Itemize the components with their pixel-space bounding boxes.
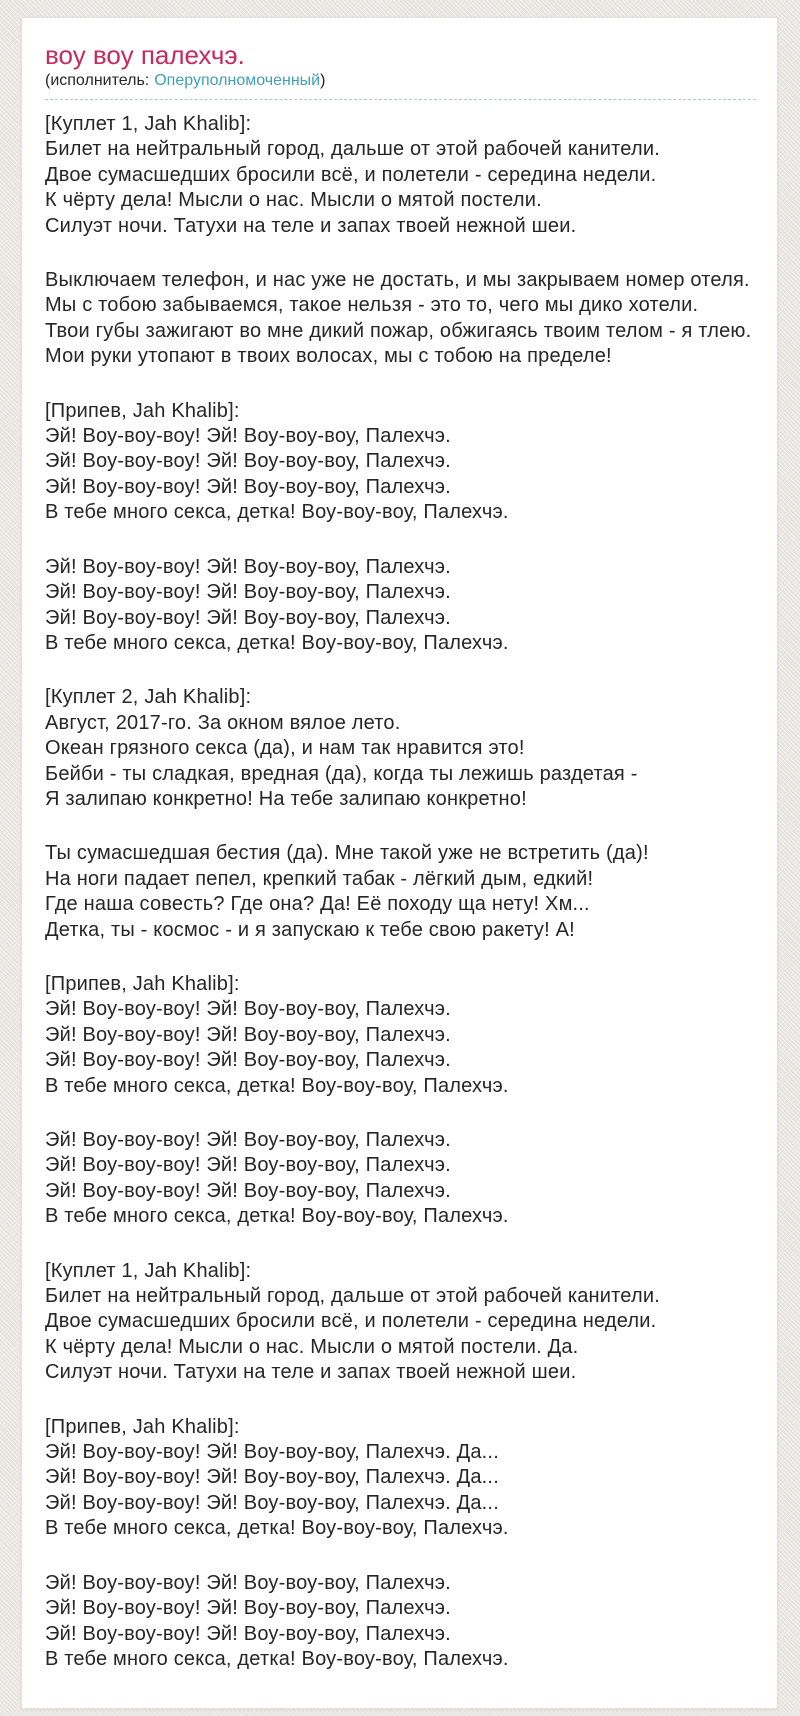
lyric-line: Выключаем телефон, и нас уже не достать, и мы закрываем номер отеля.: [45, 269, 750, 292]
lyric-line: Детка, ты - космос - и я запускаю к тебе свою ракету! А!: [45, 918, 575, 941]
lyric-line: В тебе много секса, детка! Воу-воу-воу, Палехчэ.: [45, 1205, 509, 1228]
lyric-line: Мы с тобою забываемся, такое нельзя - это то, чего мы дико хотели.: [45, 294, 699, 317]
lyric-line: Я залипаю конкретно! На тебе залипаю конкретно!: [45, 787, 527, 810]
lyric-line: Эй! Воу-воу-воу! Эй! Воу-воу-воу, Палехчэ.: [45, 1129, 451, 1151]
lyric-line: Бейби - ты сладкая, вредная (да), когда ты лежишь раздетая -: [45, 762, 638, 785]
lyric-line: Ты сумасшедшая бестия (да). Мне такой уже не встретить (да)!: [45, 842, 649, 865]
lyrics: [45, 100, 756, 1672]
stanza: [45, 555, 756, 657]
stanza: [45, 841, 756, 943]
lyric-line: В тебе много секса, детка! Воу-воу-воу, Палехчэ.: [45, 1517, 509, 1540]
lyric-line: Силуэт ночи. Татухи на теле и запах твоей нежной шеи.: [45, 1361, 577, 1384]
stanza: [45, 399, 756, 526]
lyric-line: К чёрту дела! Мысли о нас. Мысли о мятой постели.: [45, 189, 542, 212]
lyrics-card: [21, 17, 778, 1709]
artist-link[interactable]: Оперуполномоченный: [154, 72, 321, 89]
lyric-line: Эй! Воу-воу-воу! Эй! Воу-воу-воу, Палехчэ.: [45, 450, 451, 473]
stanza: [45, 1128, 756, 1230]
lyric-line: Двое сумасшедших бросили всё, и полетели - середина недели.: [45, 163, 657, 186]
lyric-line: Эй! Воу-воу-воу! Эй! Воу-воу-воу, Палехчэ.: [45, 425, 451, 448]
stanza: [45, 1259, 756, 1386]
lyric-line: [Куплет 2, Jah Khalib]:: [45, 686, 252, 709]
lyric-line: Океан грязного секса (да), и нам так нравится это!: [45, 737, 525, 760]
lyric-line: Эй! Воу-воу-воу! Эй! Воу-воу-воу, Палехчэ.: [45, 1023, 451, 1046]
lyric-line: Эй! Воу-воу-воу! Эй! Воу-воу-воу, Палехчэ.: [45, 555, 451, 578]
artist-label-open: (исполнитель:: [45, 72, 150, 89]
lyric-line: В тебе много секса, детка! Воу-воу-воу, Палехчэ.: [45, 501, 509, 524]
lyric-line: Август, 2017-го. За окном вялое лето.: [45, 711, 401, 734]
lyric-line: [Припев, Jah Khalib]:: [45, 972, 240, 995]
lyric-line: [Куплет 1, Jah Khalib]:: [45, 1259, 252, 1282]
lyric-line: Билет на нейтральный город, дальше от этой рабочей канители.: [45, 1285, 660, 1308]
stanza: [45, 112, 756, 239]
lyric-line: Двое сумасшедших бросили всё, и полетели - середина недели.: [45, 1310, 657, 1333]
lyric-line: К чёрту дела! Мысли о нас. Мысли о мятой постели. Да.: [45, 1335, 579, 1358]
lyric-line: Силуэт ночи. Татухи на теле и запах твоей нежной шеи.: [45, 214, 577, 237]
lyric-line: Эй! Воу-воу-воу! Эй! Воу-воу-воу, Палехчэ.: [45, 581, 451, 604]
lyric-line: Эй! Воу-воу-воу! Эй! Воу-воу-воу, Палехчэ.: [45, 998, 451, 1021]
lyric-line: Эй! Воу-воу-воу! Эй! Воу-воу-воу, Палехчэ.: [45, 1049, 451, 1072]
lyric-line: В тебе много секса, детка! Воу-воу-воу, Палехчэ.: [45, 1074, 509, 1097]
lyric-line: Эй! Воу-воу-воу! Эй! Воу-воу-воу, Палехчэ. Да...: [45, 1441, 499, 1464]
song-title: воу воу палехчэ.: [45, 40, 245, 70]
artist-line: [45, 71, 756, 100]
stanza: [45, 1415, 756, 1542]
lyric-line: Билет на нейтральный город, дальше от этой рабочей канители.: [45, 138, 660, 161]
lyric-line: Твои губы зажигают во мне дикий пожар, обжигаясь твоим телом - я тлею.: [45, 319, 752, 342]
lyric-line: Эй! Воу-воу-воу! Эй! Воу-воу-воу, Палехчэ.: [45, 1571, 451, 1594]
stanza: [45, 268, 756, 370]
stanza: [45, 685, 756, 812]
lyric-line: Эй! Воу-воу-воу! Эй! Воу-воу-воу, Палехчэ.: [45, 606, 451, 629]
lyric-line: Эй! Воу-воу-воу! Эй! Воу-воу-воу, Палехчэ. Да...: [45, 1466, 499, 1489]
lyric-line: [Куплет 1, Jah Khalib]:: [45, 113, 252, 135]
artist-label-close: ): [320, 72, 326, 89]
lyric-line: [Припев, Jah Khalib]:: [45, 399, 240, 422]
lyric-line: Мои руки утопают в твоих волосах, мы с тобою на пределе!: [45, 345, 612, 368]
lyric-line: Эй! Воу-воу-воу! Эй! Воу-воу-воу, Палехчэ.: [45, 1154, 451, 1177]
lyric-line: В тебе много секса, детка! Воу-воу-воу, Палехчэ.: [45, 1647, 509, 1670]
stanza: [45, 1571, 756, 1673]
lyric-line: Эй! Воу-воу-воу! Эй! Воу-воу-воу, Палехчэ. Да...: [45, 1491, 499, 1514]
lyric-line: Где наша совесть? Где она? Да! Её походу ща нету! Хм...: [45, 893, 590, 916]
lyric-line: Эй! Воу-воу-воу! Эй! Воу-воу-воу, Палехчэ.: [45, 475, 451, 498]
stanza: [45, 972, 756, 1099]
lyric-line: [Припев, Jah Khalib]:: [45, 1415, 240, 1438]
lyric-line: Эй! Воу-воу-воу! Эй! Воу-воу-воу, Палехчэ.: [45, 1179, 451, 1202]
lyric-line: Эй! Воу-воу-воу! Эй! Воу-воу-воу, Палехчэ.: [45, 1597, 451, 1620]
lyric-line: Эй! Воу-воу-воу! Эй! Воу-воу-воу, Палехчэ.: [45, 1622, 451, 1645]
lyric-line: На ноги падает пепел, крепкий табак - лёгкий дым, едкий!: [45, 867, 594, 890]
lyric-line: В тебе много секса, детка! Воу-воу-воу, Палехчэ.: [45, 631, 509, 654]
